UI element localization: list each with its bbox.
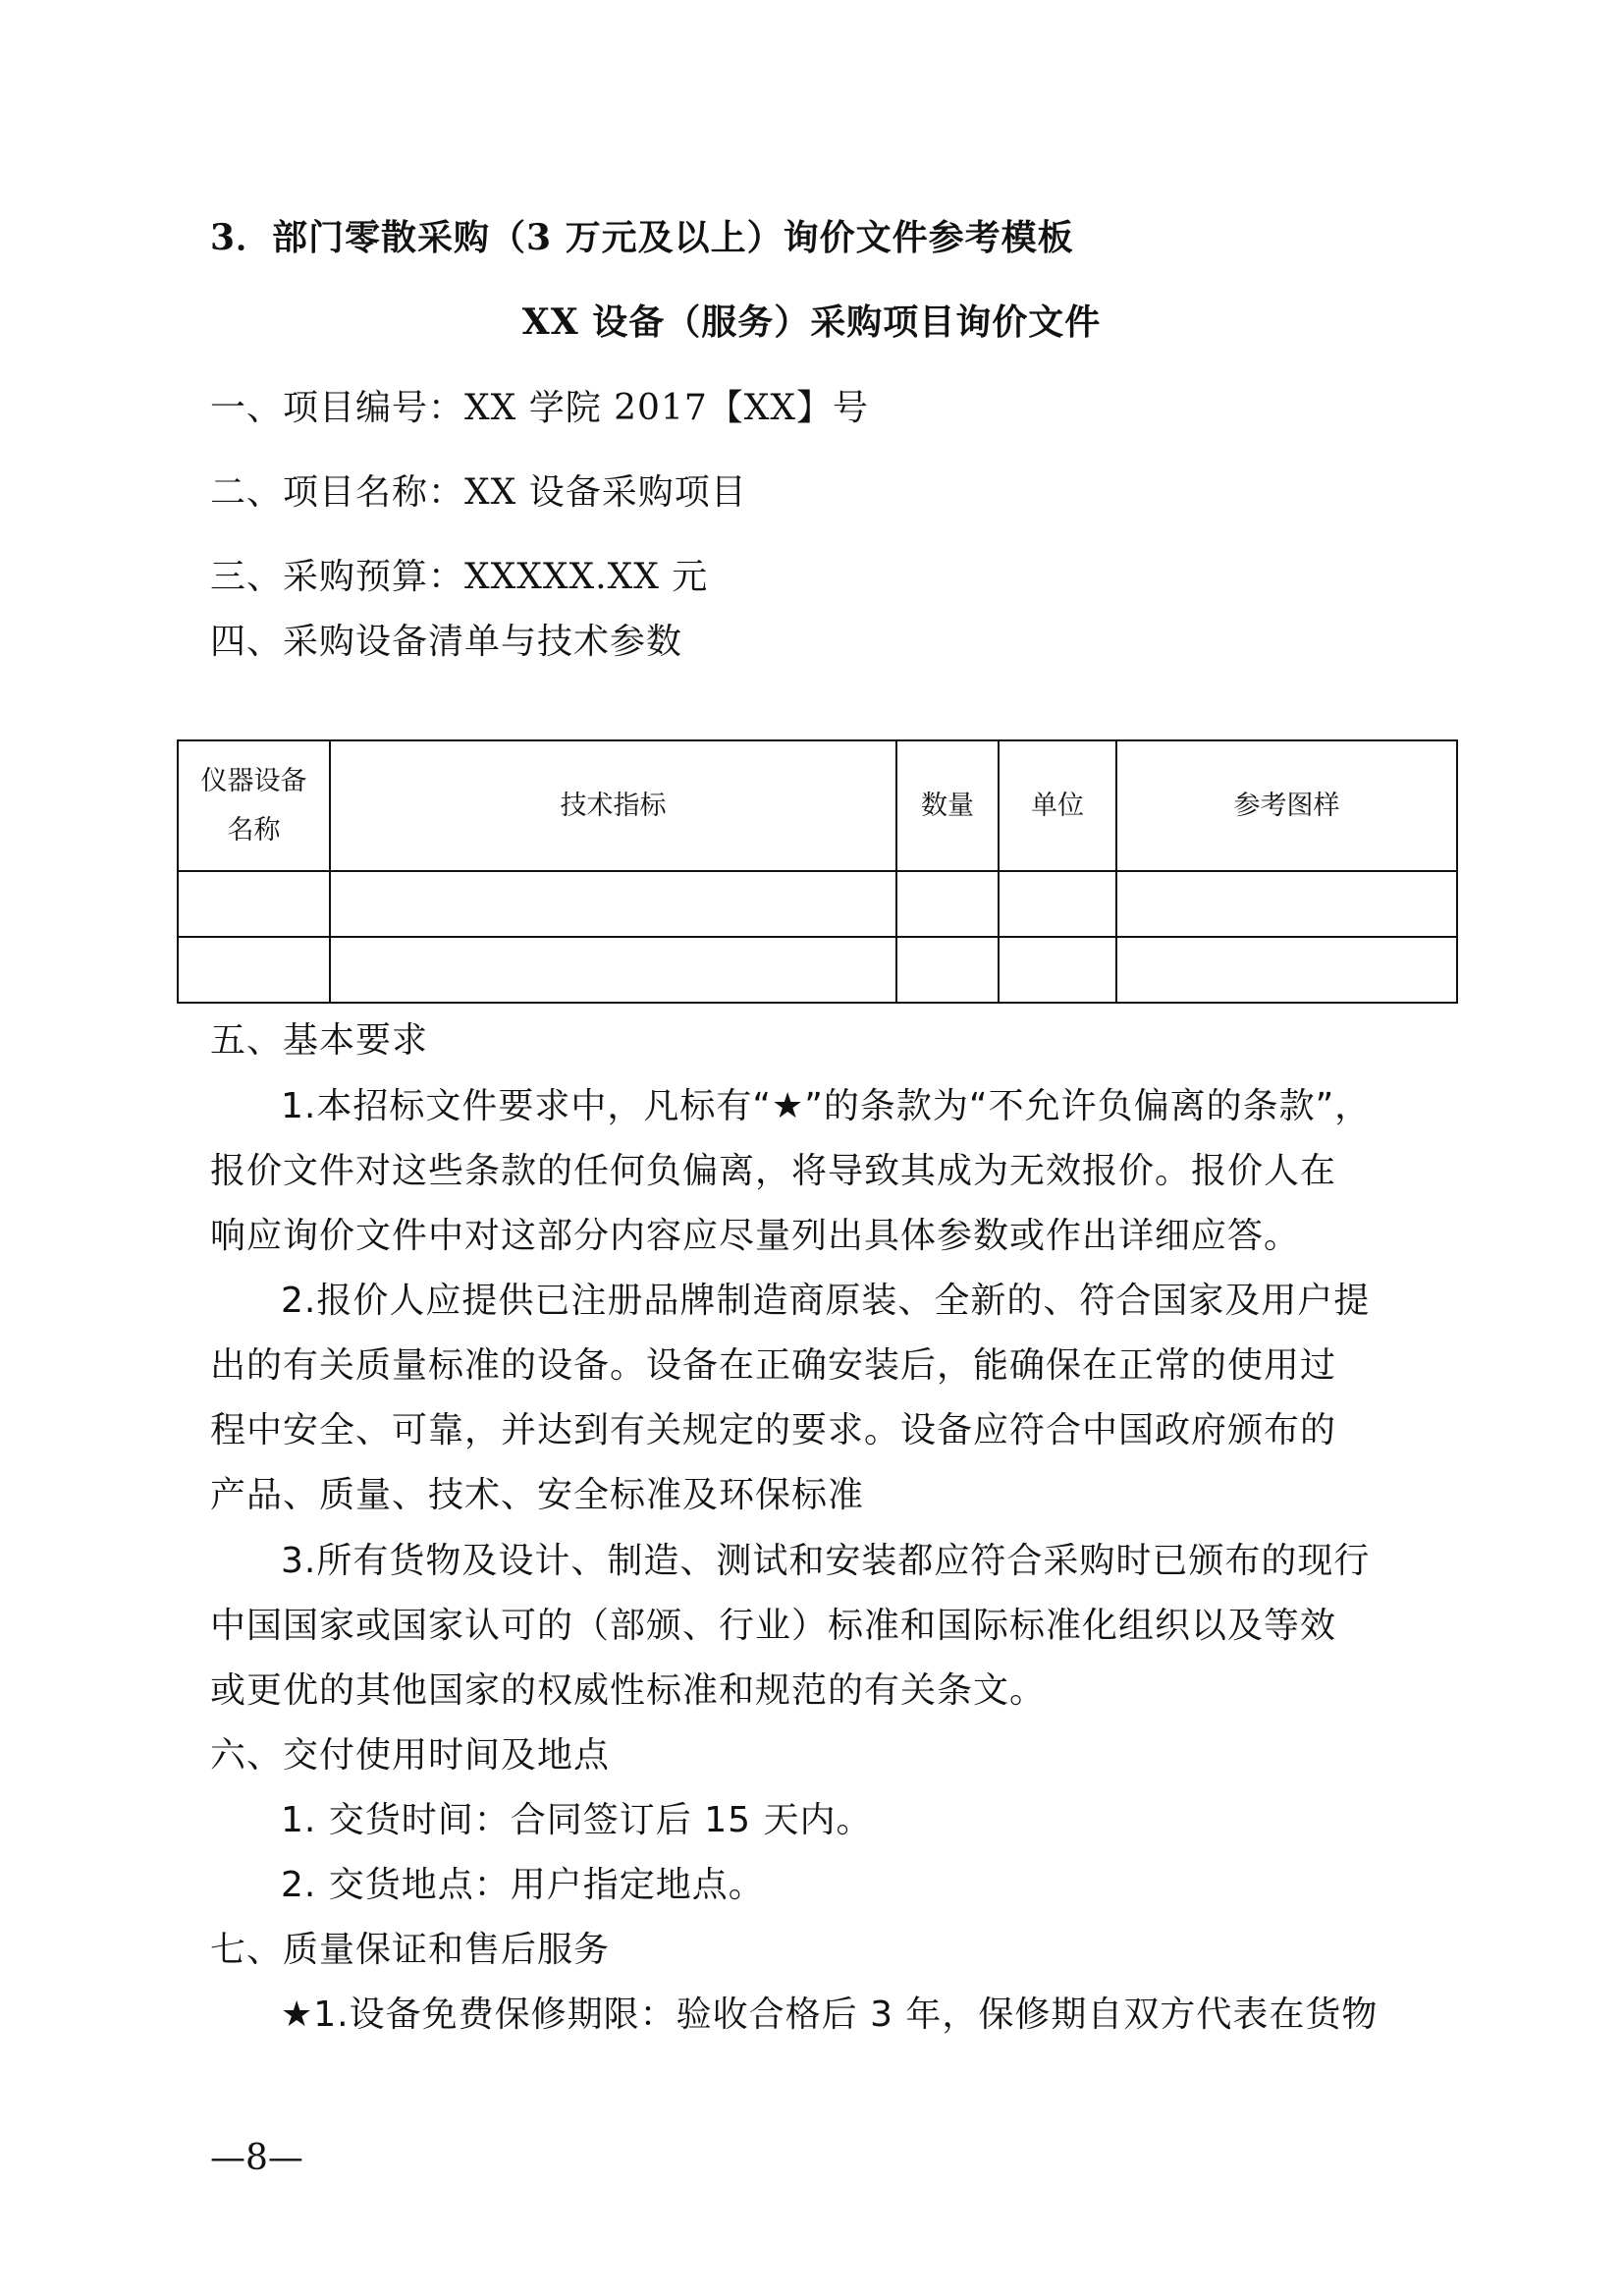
procurement-budget: 三、采购预算：XXXXX.XX 元 xyxy=(210,557,709,597)
table-header-row xyxy=(178,740,1457,871)
delivery-time: 1. 交货时间：合同签订后 15 天内。 xyxy=(281,1800,873,1840)
table-cell xyxy=(178,871,330,937)
requirement-paragraph-line: 中国国家或国家认可的（部颁、行业）标准和国际标准化组织以及等效 xyxy=(210,1606,1337,1646)
requirement-paragraph-line: 2.报价人应提供已注册品牌制造商原装、全新的、符合国家及用户提 xyxy=(281,1281,1371,1321)
delivery-place: 2. 交货地点：用户指定地点。 xyxy=(281,1865,765,1905)
column-header-equipment-name: 仪器设备名称 xyxy=(178,740,330,871)
table-cell xyxy=(1116,871,1457,937)
document-title: XX 设备（服务）采购项目询价文件 xyxy=(521,301,1102,343)
project-name: 二、项目名称：XX 设备采购项目 xyxy=(210,472,747,513)
equipment-list-heading: 四、采购设备清单与技术参数 xyxy=(210,622,683,662)
table-cell xyxy=(1116,937,1457,1003)
requirement-paragraph-line: 或更优的其他国家的权威性标准和规范的有关条文。 xyxy=(210,1670,1047,1711)
project-number: 一、项目编号：XX 学院 2017【XX】号 xyxy=(210,388,870,428)
table-cell xyxy=(178,937,330,1003)
requirement-paragraph-line: 程中安全、可靠，并达到有关规定的要求。设备应符合中国政府颁布的 xyxy=(210,1410,1337,1450)
requirement-paragraph-line: 1.本招标文件要求中，凡标有“★”的条款为“不允许负偏离的条款”， xyxy=(281,1086,1372,1126)
column-header-quantity: 数量 xyxy=(896,740,999,871)
requirement-paragraph-line: 3.所有货物及设计、制造、测试和安装都应符合采购时已颁布的现行 xyxy=(281,1541,1371,1581)
requirement-paragraph-line: 出的有关质量标准的设备。设备在正确安装后，能确保在正常的使用过 xyxy=(210,1345,1337,1386)
column-header-technical-spec: 技术指标 xyxy=(330,740,896,871)
table-row xyxy=(178,871,1457,937)
table-cell xyxy=(999,871,1116,937)
requirement-paragraph-line: 报价文件对这些条款的任何负偏离，将导致其成为无效报价。报价人在 xyxy=(210,1151,1337,1191)
section-heading: 3．部门零散采购（3 万元及以上）询价文件参考模板 xyxy=(210,217,1074,258)
equipment-spec-table xyxy=(177,739,1458,1004)
table-cell xyxy=(999,937,1116,1003)
table-row xyxy=(178,937,1457,1003)
column-header-unit: 单位 xyxy=(999,740,1116,871)
warranty-heading: 七、质量保证和售后服务 xyxy=(210,1930,611,1970)
requirement-paragraph-line: 响应询价文件中对这部分内容应尽量列出具体参数或作出详细应答。 xyxy=(210,1216,1301,1256)
requirement-paragraph-line: 产品、质量、技术、安全标准及环保标准 xyxy=(210,1475,865,1515)
basic-requirements-heading: 五、基本要求 xyxy=(210,1020,429,1061)
warranty-line: ★1.设备免费保修期限：验收合格后 3 年，保修期自双方代表在货物 xyxy=(281,1995,1379,2035)
page-number: —8— xyxy=(210,2138,303,2178)
table-cell xyxy=(896,871,999,937)
table-cell xyxy=(330,937,896,1003)
column-header-reference-image: 参考图样 xyxy=(1116,740,1457,871)
table-cell xyxy=(896,937,999,1003)
table-cell xyxy=(330,871,896,937)
delivery-heading: 六、交付使用时间及地点 xyxy=(210,1735,611,1776)
